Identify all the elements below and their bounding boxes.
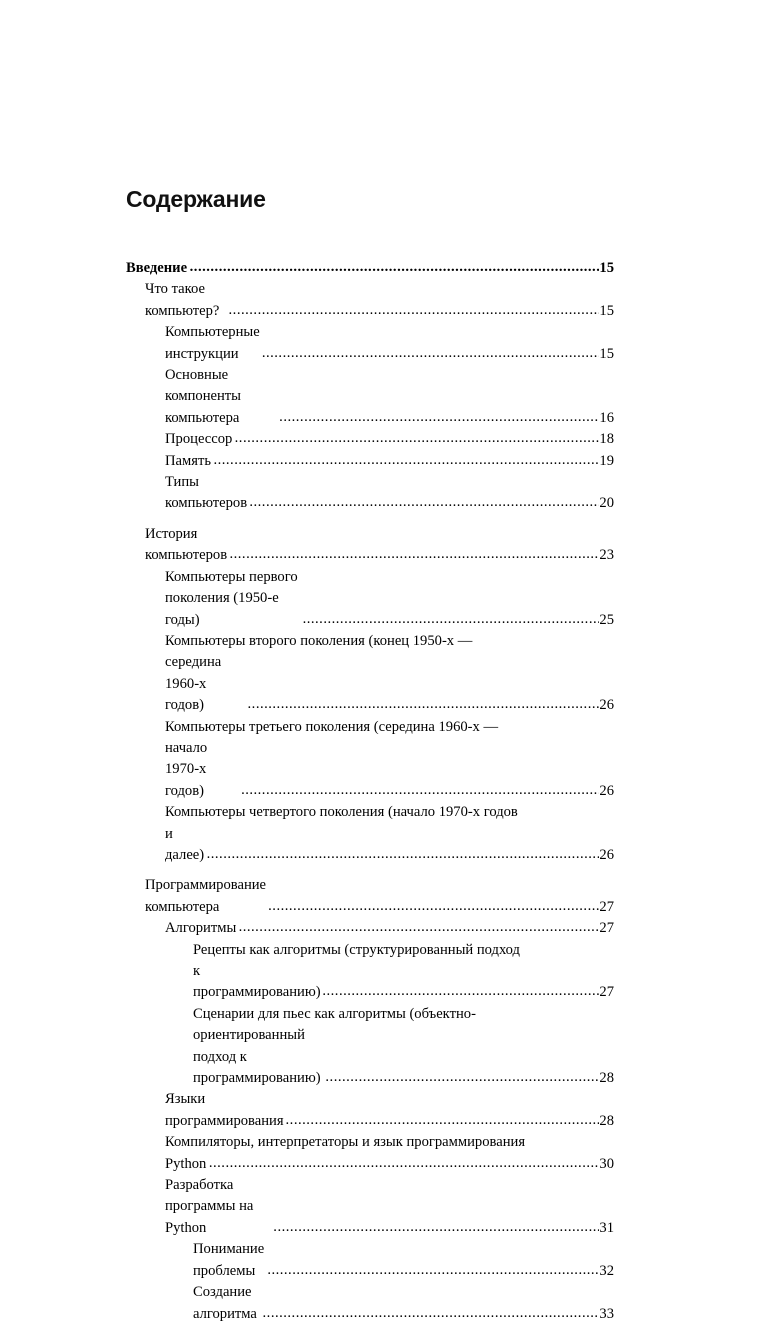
toc-entry[interactable] — [193, 940, 614, 1004]
toc-page-number: 19 — [599, 452, 614, 469]
toc-dot-leader — [207, 844, 600, 865]
toc-dot-leader — [235, 428, 600, 449]
toc-entry-line: Рецепты как алгоритмы (структурированный подход — [193, 941, 520, 958]
toc-page-number: 26 — [599, 697, 614, 714]
toc-dot-leader — [213, 450, 599, 471]
toc-dot-leader — [279, 407, 599, 428]
toc-dot-leader — [268, 896, 599, 917]
toc-page-number: 20 — [599, 495, 614, 512]
toc-dot-leader — [190, 257, 600, 278]
toc-entry-row — [193, 1239, 614, 1282]
toc-dot-leader — [262, 343, 600, 364]
toc-entry[interactable] — [145, 279, 614, 322]
toc-page-number: 15 — [599, 302, 614, 319]
toc-dot-leader — [241, 780, 599, 801]
toc-page-number: 32 — [599, 1262, 614, 1279]
toc-entry[interactable] — [165, 802, 614, 866]
toc-entry[interactable] — [145, 875, 614, 918]
toc-entry-label: Компьютеры первого поколения (1950-е годы) — [165, 568, 298, 628]
toc-page-number: 16 — [599, 409, 614, 426]
toc-entry-row — [165, 451, 614, 472]
toc-entry-label: Алгоритмы — [165, 920, 237, 937]
toc-dot-leader — [273, 1217, 599, 1238]
toc-page-number: 26 — [599, 782, 614, 799]
toc-entry-row — [193, 1282, 614, 1325]
toc-page-number: 25 — [599, 611, 615, 628]
toc-entry-label: Программирование компьютера — [145, 877, 267, 915]
toc-entry-row — [165, 472, 614, 515]
toc-entry-label: Введение — [126, 260, 188, 276]
toc-page-number: 28 — [599, 1070, 614, 1087]
toc-entry-row — [145, 524, 614, 567]
toc-dot-leader — [249, 492, 599, 513]
toc-entry-line: Компьютеры четвертого поколения (начало 1970-х годов — [165, 804, 518, 821]
toc-entry[interactable] — [165, 918, 614, 939]
toc-entry-label: Разработка программы на Python — [165, 1177, 254, 1236]
toc-page-number: 30 — [599, 1155, 614, 1172]
toc-entry-row — [165, 652, 614, 716]
toc-entry-label: История компьютеров — [145, 525, 228, 564]
toc-entry[interactable] — [126, 258, 614, 279]
toc-entry-label: ориентированный подход к программированию) — [193, 1027, 321, 1087]
toc-entry-label: и далее) — [165, 825, 205, 863]
toc-entry-label: начало 1970-х годов) — [165, 739, 208, 799]
toc-entry[interactable] — [165, 1175, 614, 1239]
toc-entry-line: Компиляторы, интерпретаторы и язык программирования — [165, 1134, 526, 1151]
toc-entry-label: Создание алгоритма — [193, 1284, 257, 1322]
toc-entry-line: Компьютеры третьего поколения (середина 1960-х — — [165, 718, 499, 735]
toc-entry-row — [165, 365, 614, 429]
toc-dot-leader — [263, 1303, 600, 1324]
toc-page-number: 26 — [599, 846, 614, 863]
toc-entry-row — [165, 322, 614, 365]
toc-entry[interactable] — [165, 1089, 614, 1132]
toc-entry[interactable] — [165, 472, 614, 515]
toc-page-number: 15 — [599, 260, 614, 276]
toc-entry-line: Сценарии для пьес как алгоритмы (объектно- — [193, 1005, 476, 1022]
toc-entry-row — [145, 875, 614, 918]
toc-entry-row — [165, 918, 614, 939]
toc-page-number: 28 — [599, 1112, 614, 1129]
toc-page-number: 27 — [599, 898, 614, 915]
toc-entry-row — [165, 429, 614, 450]
toc-entry[interactable] — [165, 429, 614, 450]
table-of-contents — [126, 258, 614, 1325]
toc-page-number: 33 — [599, 1305, 615, 1322]
toc-page-number: 23 — [599, 547, 614, 564]
toc-entry-label: Память — [165, 452, 211, 469]
toc-dot-leader — [303, 609, 600, 630]
toc-page-number: 31 — [599, 1219, 614, 1236]
toc-entry-label: Основные компоненты компьютера — [165, 367, 241, 426]
toc-page-number: 18 — [599, 431, 614, 448]
toc-entry-row — [165, 1089, 614, 1132]
toc-entry-label: к программированию) — [193, 963, 321, 1001]
toc-entry[interactable] — [165, 365, 614, 429]
toc-entry-row — [126, 258, 614, 279]
toc-entry-row — [193, 1025, 614, 1089]
toc-entry-label: Типы компьютеров — [165, 474, 248, 512]
toc-entry-label: середина 1960-х годов) — [165, 654, 222, 714]
toc-entry-label: Понимание проблемы — [193, 1241, 265, 1279]
toc-entry[interactable] — [165, 567, 614, 631]
toc-entry-row — [165, 738, 614, 802]
toc-dot-leader — [209, 1153, 600, 1174]
toc-entry-row — [165, 1175, 614, 1239]
toc-page-number: 27 — [599, 920, 614, 937]
toc-entry[interactable] — [165, 451, 614, 472]
toc-entry-row — [165, 1154, 614, 1175]
toc-dot-leader — [248, 694, 600, 715]
toc-page-number: 27 — [599, 984, 614, 1001]
toc-entry-row — [165, 567, 614, 631]
toc-page-number: 15 — [599, 345, 614, 362]
toc-entry-label: Python — [165, 1155, 207, 1172]
toc-entry[interactable] — [165, 631, 614, 717]
toc-entry[interactable] — [193, 1282, 614, 1325]
toc-dot-leader — [325, 1067, 599, 1088]
toc-entry-row — [145, 279, 614, 322]
toc-entry-label: Процессор — [165, 431, 233, 448]
toc-entry-label: Языки программирования — [165, 1091, 284, 1129]
toc-entry[interactable] — [165, 1132, 614, 1175]
toc-entry-label: Компьютерные инструкции — [165, 324, 260, 362]
toc-entry-row — [165, 824, 614, 867]
toc-dot-leader — [267, 1260, 599, 1281]
toc-entry[interactable] — [165, 717, 614, 803]
toc-dot-leader — [229, 300, 600, 321]
toc-entry[interactable] — [193, 1239, 614, 1282]
toc-dot-leader — [239, 917, 600, 938]
page-title: Содержание — [126, 186, 266, 213]
toc-entry-row — [193, 961, 614, 1004]
toc-entry[interactable] — [165, 322, 614, 365]
toc-dot-leader — [229, 544, 599, 565]
toc-entry-line: Компьютеры второго поколения (конец 1950-х — — [165, 632, 473, 649]
toc-dot-leader — [286, 1110, 600, 1131]
toc-entry-label: Что такое компьютер? — [145, 281, 220, 319]
toc-entry[interactable] — [193, 1004, 614, 1090]
toc-entry[interactable] — [145, 524, 614, 567]
